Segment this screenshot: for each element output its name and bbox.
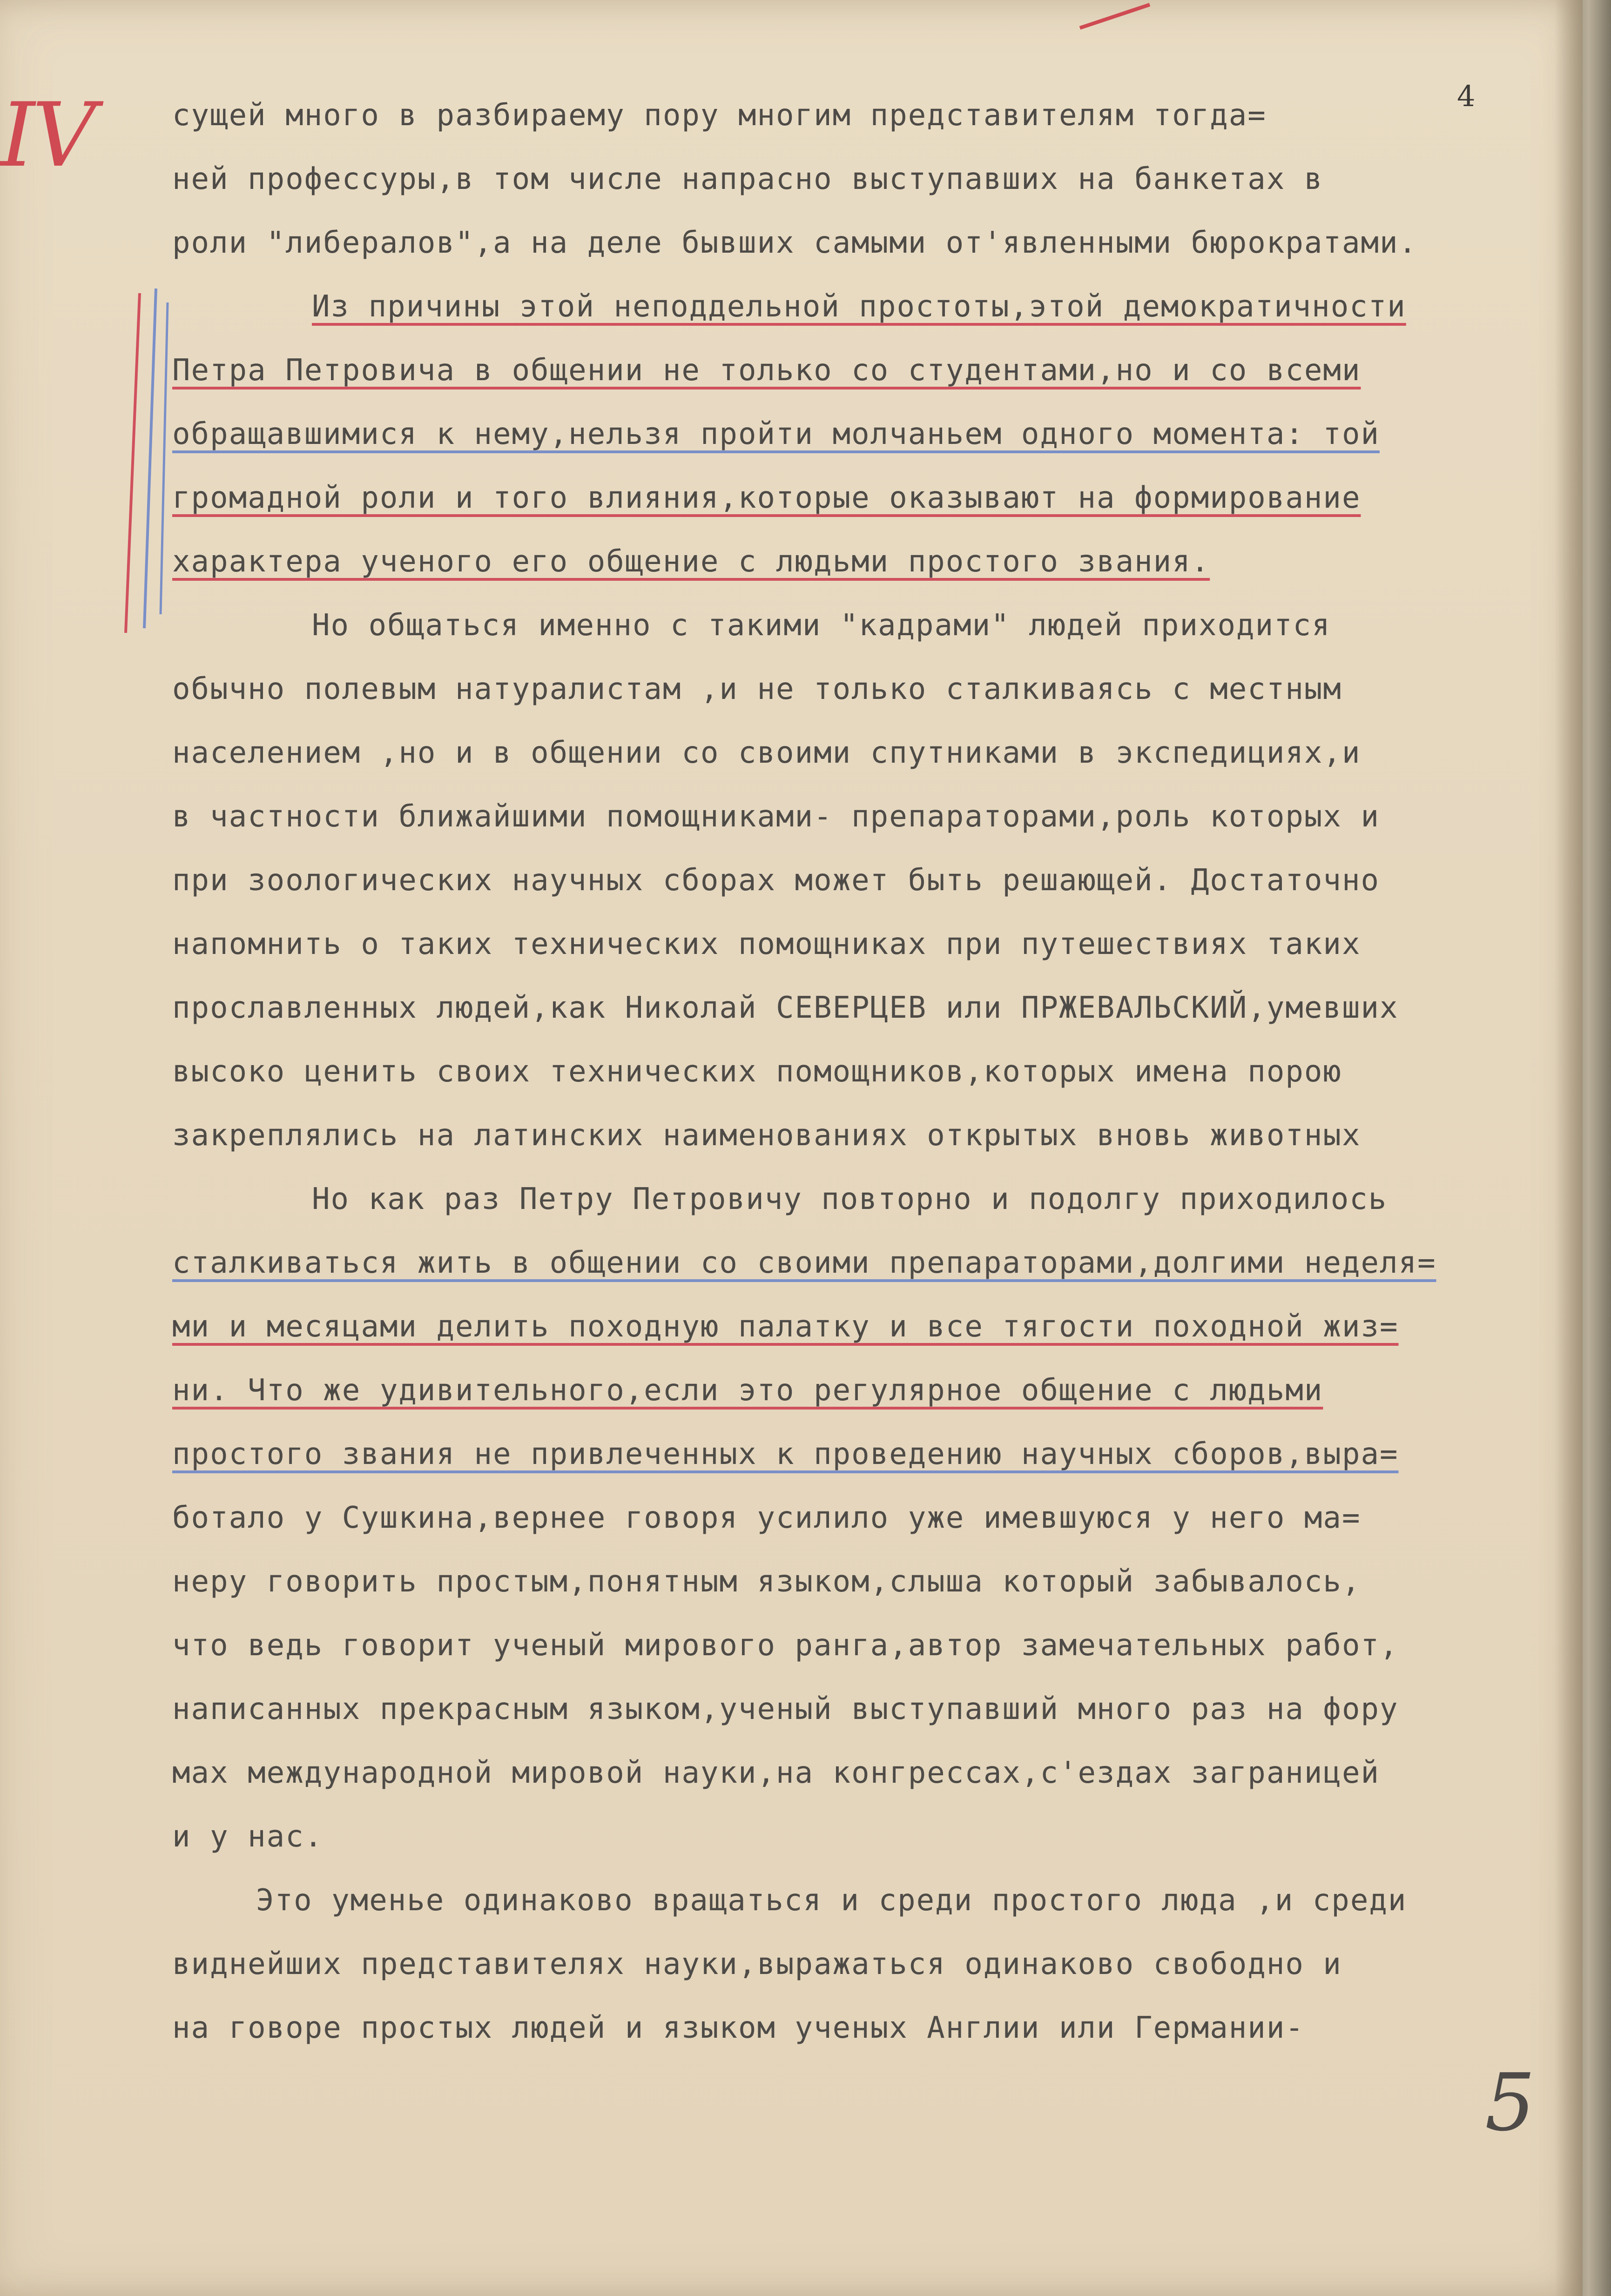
text-line-10: обычно полевым натуралистам ,и не только сталкиваясь с местным <box>172 672 1342 706</box>
text-line-26: написанных прекрасным языком,ученый выступавший много раз на фору <box>172 1692 1399 1726</box>
text-line-16: высоко ценить своих технических помощников,которых имена порою <box>172 1054 1342 1089</box>
text-line-8: характера ученого его общение с людьми простого звания. <box>172 544 1210 579</box>
text-line-20: ми и месяцами делить походную палатку и все тягости походной жиз= <box>172 1309 1399 1344</box>
text-line-11: населением ,но и в общении со своими спутниками в экспедициях,и <box>172 736 1361 770</box>
text-line-17: закреплялись на латинских наименованиях открытых вновь животных <box>172 1118 1361 1153</box>
text-line-27: мах международной мировой науки,на конгрессах,с'ездах заграницей <box>172 1756 1380 1790</box>
page-number: 4 <box>1457 79 1476 113</box>
folio-number: 5 <box>1485 2057 1536 2149</box>
text-line-9: Но общаться именно с такими "кадрами" людей приходится <box>312 608 1331 643</box>
text-line-31: на говоре простых людей и языком ученых Англии или Германии- <box>172 2011 1304 2045</box>
text-line-5: Петра Петровича в общении не только со студентами,но и со всеми <box>172 353 1361 388</box>
typed-text <box>172 84 1545 2060</box>
text-line-14: напомнить о таких технических помощниках при путешествиях таких <box>172 927 1361 961</box>
text-line-6: обращавшимися к нему,нельзя пройти молчаньем одного момента: той <box>172 417 1380 451</box>
text-line-2: ней профессуры,в том числе напрасно выступавших на банкетах в <box>172 162 1323 196</box>
text-line-15: прославленных людей,как Николай СЕВЕРЦЕВ или ПРЖЕВАЛЬСКИЙ,умевших <box>172 991 1399 1025</box>
text-line-3: роли "либералов",а на деле бывших самыми от'явленными бюрократами. <box>172 226 1418 260</box>
text-line-22: простого звания не привлеченных к проведению научных сборов,выра= <box>172 1437 1399 1471</box>
text-line-23: ботало у Сушкина,вернее говоря усилило уже имевшуюся у него ма= <box>172 1501 1361 1535</box>
text-line-12: в частности ближайшими помощниками- препараторами,роль которых и <box>172 799 1380 834</box>
text-line-30: виднейших представителях науки,выражаться одинаково свободно и <box>172 1947 1342 1981</box>
text-line-24: неру говорить простым,понятным языком,слыша который забывалось, <box>172 1564 1361 1599</box>
red-pencil-mark-top <box>1071 0 1164 37</box>
text-line-25: что ведь говорит ученый мирового ранга,автор замечательных работ, <box>172 1628 1399 1663</box>
margin-roman-numeral: IV <box>0 84 94 187</box>
text-line-13: при зоологических научных сборах может быть решающей. Достаточно <box>172 863 1380 898</box>
text-line-21: ни. Что же удивительного,если это регулярное общение с людьми <box>172 1373 1323 1408</box>
text-line-7: громадной роли и того влияния,которые оказывают на формирование <box>172 481 1361 515</box>
text-line-1: сущей много в разбираему пору многим представителям тогда= <box>172 98 1267 133</box>
text-line-4: Из причины этой неподдельной простоты,этой демократичности <box>312 289 1406 324</box>
text-line-19: сталкиваться жить в общении со своими препараторами,долгими неделя= <box>172 1246 1436 1280</box>
text-line-29: Это уменье одинаково вращаться и среди простого люда ,и среди <box>256 1883 1407 1918</box>
text-line-18: Но как раз Петру Петровичу повторно и подолгу приходилось <box>312 1182 1388 1216</box>
text-line-28: и у нас. <box>172 1819 324 1854</box>
